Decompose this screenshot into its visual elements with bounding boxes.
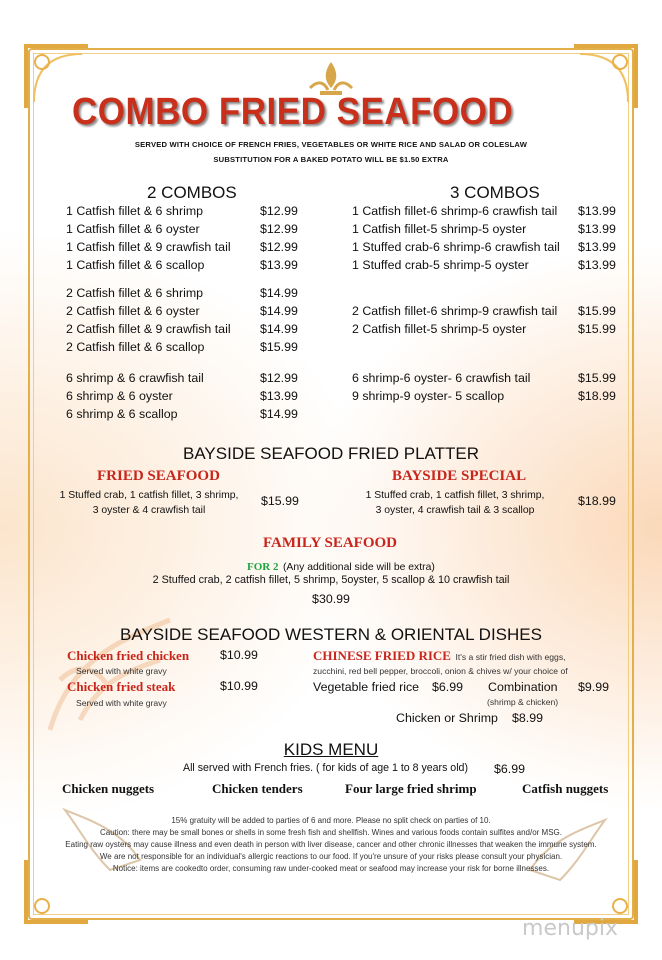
list-item: 9 shrimp-9 oyster- 5 scallop [352, 389, 505, 403]
bayside-special-desc-2: 3 oyster, 4 crawfish tail & 3 scallop [375, 505, 535, 516]
list-item: 2 Catfish fillet & 6 oyster [66, 304, 200, 318]
list-item: 2 Catfish fillet & 9 crawfish tail [66, 322, 231, 336]
vegetable-fried-rice-price: $6.99 [432, 680, 464, 694]
kids-menu-price: $6.99 [494, 762, 526, 776]
corner-ornament-icon [570, 42, 640, 112]
chicken-fried-chicken-price: $10.99 [220, 648, 258, 662]
kids-item: Chicken nuggets [62, 781, 155, 796]
family-seafood-price: $30.99 [312, 592, 350, 606]
two-combos-heading: 2 COMBOS [147, 183, 237, 202]
combination-fried-rice-price: $9.99 [578, 680, 610, 694]
fried-seafood-desc-2: 3 oyster & 4 crawfish tail [92, 505, 206, 516]
three-combos-heading: 3 COMBOS [450, 183, 540, 202]
item-price: $14.99 [260, 286, 298, 300]
served-with-line: SERVED WITH CHOICE OF FRENCH FRIES, VEGETABLES OR WHITE RICE AND SALAD OR COLESLAW [134, 140, 528, 149]
fried-seafood-price: $15.99 [261, 494, 299, 508]
item-price: $15.99 [260, 340, 298, 354]
kids-item: Four large fried shrimp [345, 781, 477, 796]
list-item: 6 shrimp-6 oyster- 6 crawfish tail [352, 371, 531, 385]
fried-rice-line [313, 647, 566, 665]
list-item: 1 Stuffed crab-5 shrimp-5 oyster [352, 258, 529, 272]
list-item: 6 shrimp & 6 crawfish tail [66, 371, 204, 385]
kids-menu-heading: KIDS MENU [283, 740, 379, 759]
bayside-special-title: BAYSIDE SPECIAL [392, 468, 527, 484]
item-price: $12.99 [260, 204, 298, 218]
item-price: $14.99 [260, 322, 298, 336]
item-price: $13.99 [578, 222, 616, 236]
item-price: $13.99 [578, 240, 616, 254]
chicken-fried-steak-price: $10.99 [220, 679, 258, 693]
item-price: $15.99 [578, 304, 616, 318]
family-seafood-title: FAMILY SEAFOOD [262, 535, 398, 551]
footer-line: Caution: there may be small bones or shells in some fresh fish and shellfish. Wines and various foods contain sulfites and/or MSG. [99, 828, 562, 837]
list-item: 1 Catfish fillet & 6 oyster [66, 222, 200, 236]
footer-line: We are not responsible for an individual's allergic reactions to our food. If you're unsure of your risks please consult your physician. [99, 852, 563, 861]
list-item: 1 Catfish fillet & 9 crawfish tail [66, 240, 231, 254]
fried-seafood-title: FRIED SEAFOOD [97, 468, 220, 484]
item-price: $12.99 [260, 222, 298, 236]
list-item: 6 shrimp & 6 scallop [66, 407, 178, 421]
footer-line: Eating raw oysters may cause illness and even death in person with liver disease, cancer and other chronic illnesses that weaken the immune system. [65, 840, 597, 849]
chicken-or-shrimp-fried-rice: Chicken or Shrimp [396, 711, 498, 725]
family-seafood-desc: 2 Stuffed crab, 2 catfish fillet, 5 shrimp, 5oyster, 5 scallop & 10 crawfish tail [152, 574, 510, 586]
fried-seafood-desc-1: 1 Stuffed crab, 1 catfish fillet, 3 shrimp, [59, 490, 239, 501]
chicken-fried-steak-note: Served with white gravy [76, 698, 167, 708]
item-price: $15.99 [578, 322, 616, 336]
bayside-special-desc-1: 1 Stuffed crab, 1 catfish fillet, 3 shrimp, [365, 490, 545, 501]
page-title: COMBO FRIED SEAFOOD [72, 90, 514, 133]
platter-heading: BAYSIDE SEAFOOD FRIED PLATTER [183, 444, 479, 463]
list-item: 1 Catfish fillet & 6 scallop [66, 258, 205, 272]
kids-item: Catfish nuggets [522, 781, 609, 796]
list-item: 6 shrimp & 6 oyster [66, 389, 173, 403]
menupix-watermark: menupix [522, 916, 618, 941]
fried-rice-desc-1: It's a stir fried dish with eggs, [455, 652, 566, 662]
list-item: 2 Catfish fillet & 6 shrimp [66, 286, 204, 300]
list-item: 1 Catfish fillet & 6 shrimp [66, 204, 204, 218]
chicken-or-shrimp-price: $8.99 [512, 711, 544, 725]
item-price: $15.99 [578, 371, 616, 385]
chicken-fried-chicken-note: Served with white gravy [76, 666, 167, 676]
list-item: 1 Catfish fillet-5 shrimp-5 oyster [352, 222, 527, 236]
list-item: 1 Catfish fillet-6 shrimp-6 crawfish tail [352, 204, 558, 218]
combination-fried-rice: Combination [488, 680, 558, 694]
item-price: $13.99 [578, 258, 616, 272]
chicken-fried-chicken-title: Chicken fried chicken [67, 648, 190, 663]
family-for-line [247, 557, 435, 575]
item-price: $12.99 [260, 240, 298, 254]
fried-rice-desc-2: zucchini, red bell pepper, broccoli, onion & chives w/ your choice of [313, 666, 568, 676]
list-item: 1 Stuffed crab-6 shrimp-6 crawfish tail [352, 240, 560, 254]
kids-menu-desc: All served with French fries. ( for kids of age 1 to 8 years old) [183, 762, 468, 774]
item-price: $13.99 [260, 389, 298, 403]
footer-line: 15% gratuity will be added to parties of 6 and more. Please no split check on parties of 10. [171, 816, 491, 825]
bayside-special-price: $18.99 [578, 494, 616, 508]
item-price: $14.99 [260, 304, 298, 318]
family-note: (Any additional side will be extra) [282, 562, 435, 573]
chicken-fried-steak-title: Chicken fried steak [67, 679, 176, 694]
item-price: $12.99 [260, 371, 298, 385]
substitution-line: SUBSTITUTION FOR A BAKED POTATO WILL BE $1.50 EXTRA [213, 155, 449, 164]
item-price: $13.99 [578, 204, 616, 218]
item-price: $13.99 [260, 258, 298, 272]
combination-note: (shrimp & chicken) [487, 697, 559, 707]
item-price: $18.99 [578, 389, 616, 403]
list-item: 2 Catfish fillet & 6 scallop [66, 340, 205, 354]
kids-item: Chicken tenders [212, 781, 303, 796]
item-price: $14.99 [260, 407, 298, 421]
fried-rice-title: CHINESE FRIED RICE [313, 648, 451, 663]
list-item: 2 Catfish fillet-5 shrimp-5 oyster [352, 322, 527, 336]
list-item: 2 Catfish fillet-6 shrimp-9 crawfish tail [352, 304, 558, 318]
footer-line: Notice: items are cookedto order, consuming raw under-cooked meat or seafood may increase your risk for borne illnesses. [112, 864, 550, 873]
vegetable-fried-rice: Vegetable fried rice [313, 680, 420, 694]
for-two-badge: FOR 2 [247, 561, 279, 573]
western-heading: BAYSIDE SEAFOOD WESTERN & ORIENTAL DISHES [120, 625, 542, 644]
